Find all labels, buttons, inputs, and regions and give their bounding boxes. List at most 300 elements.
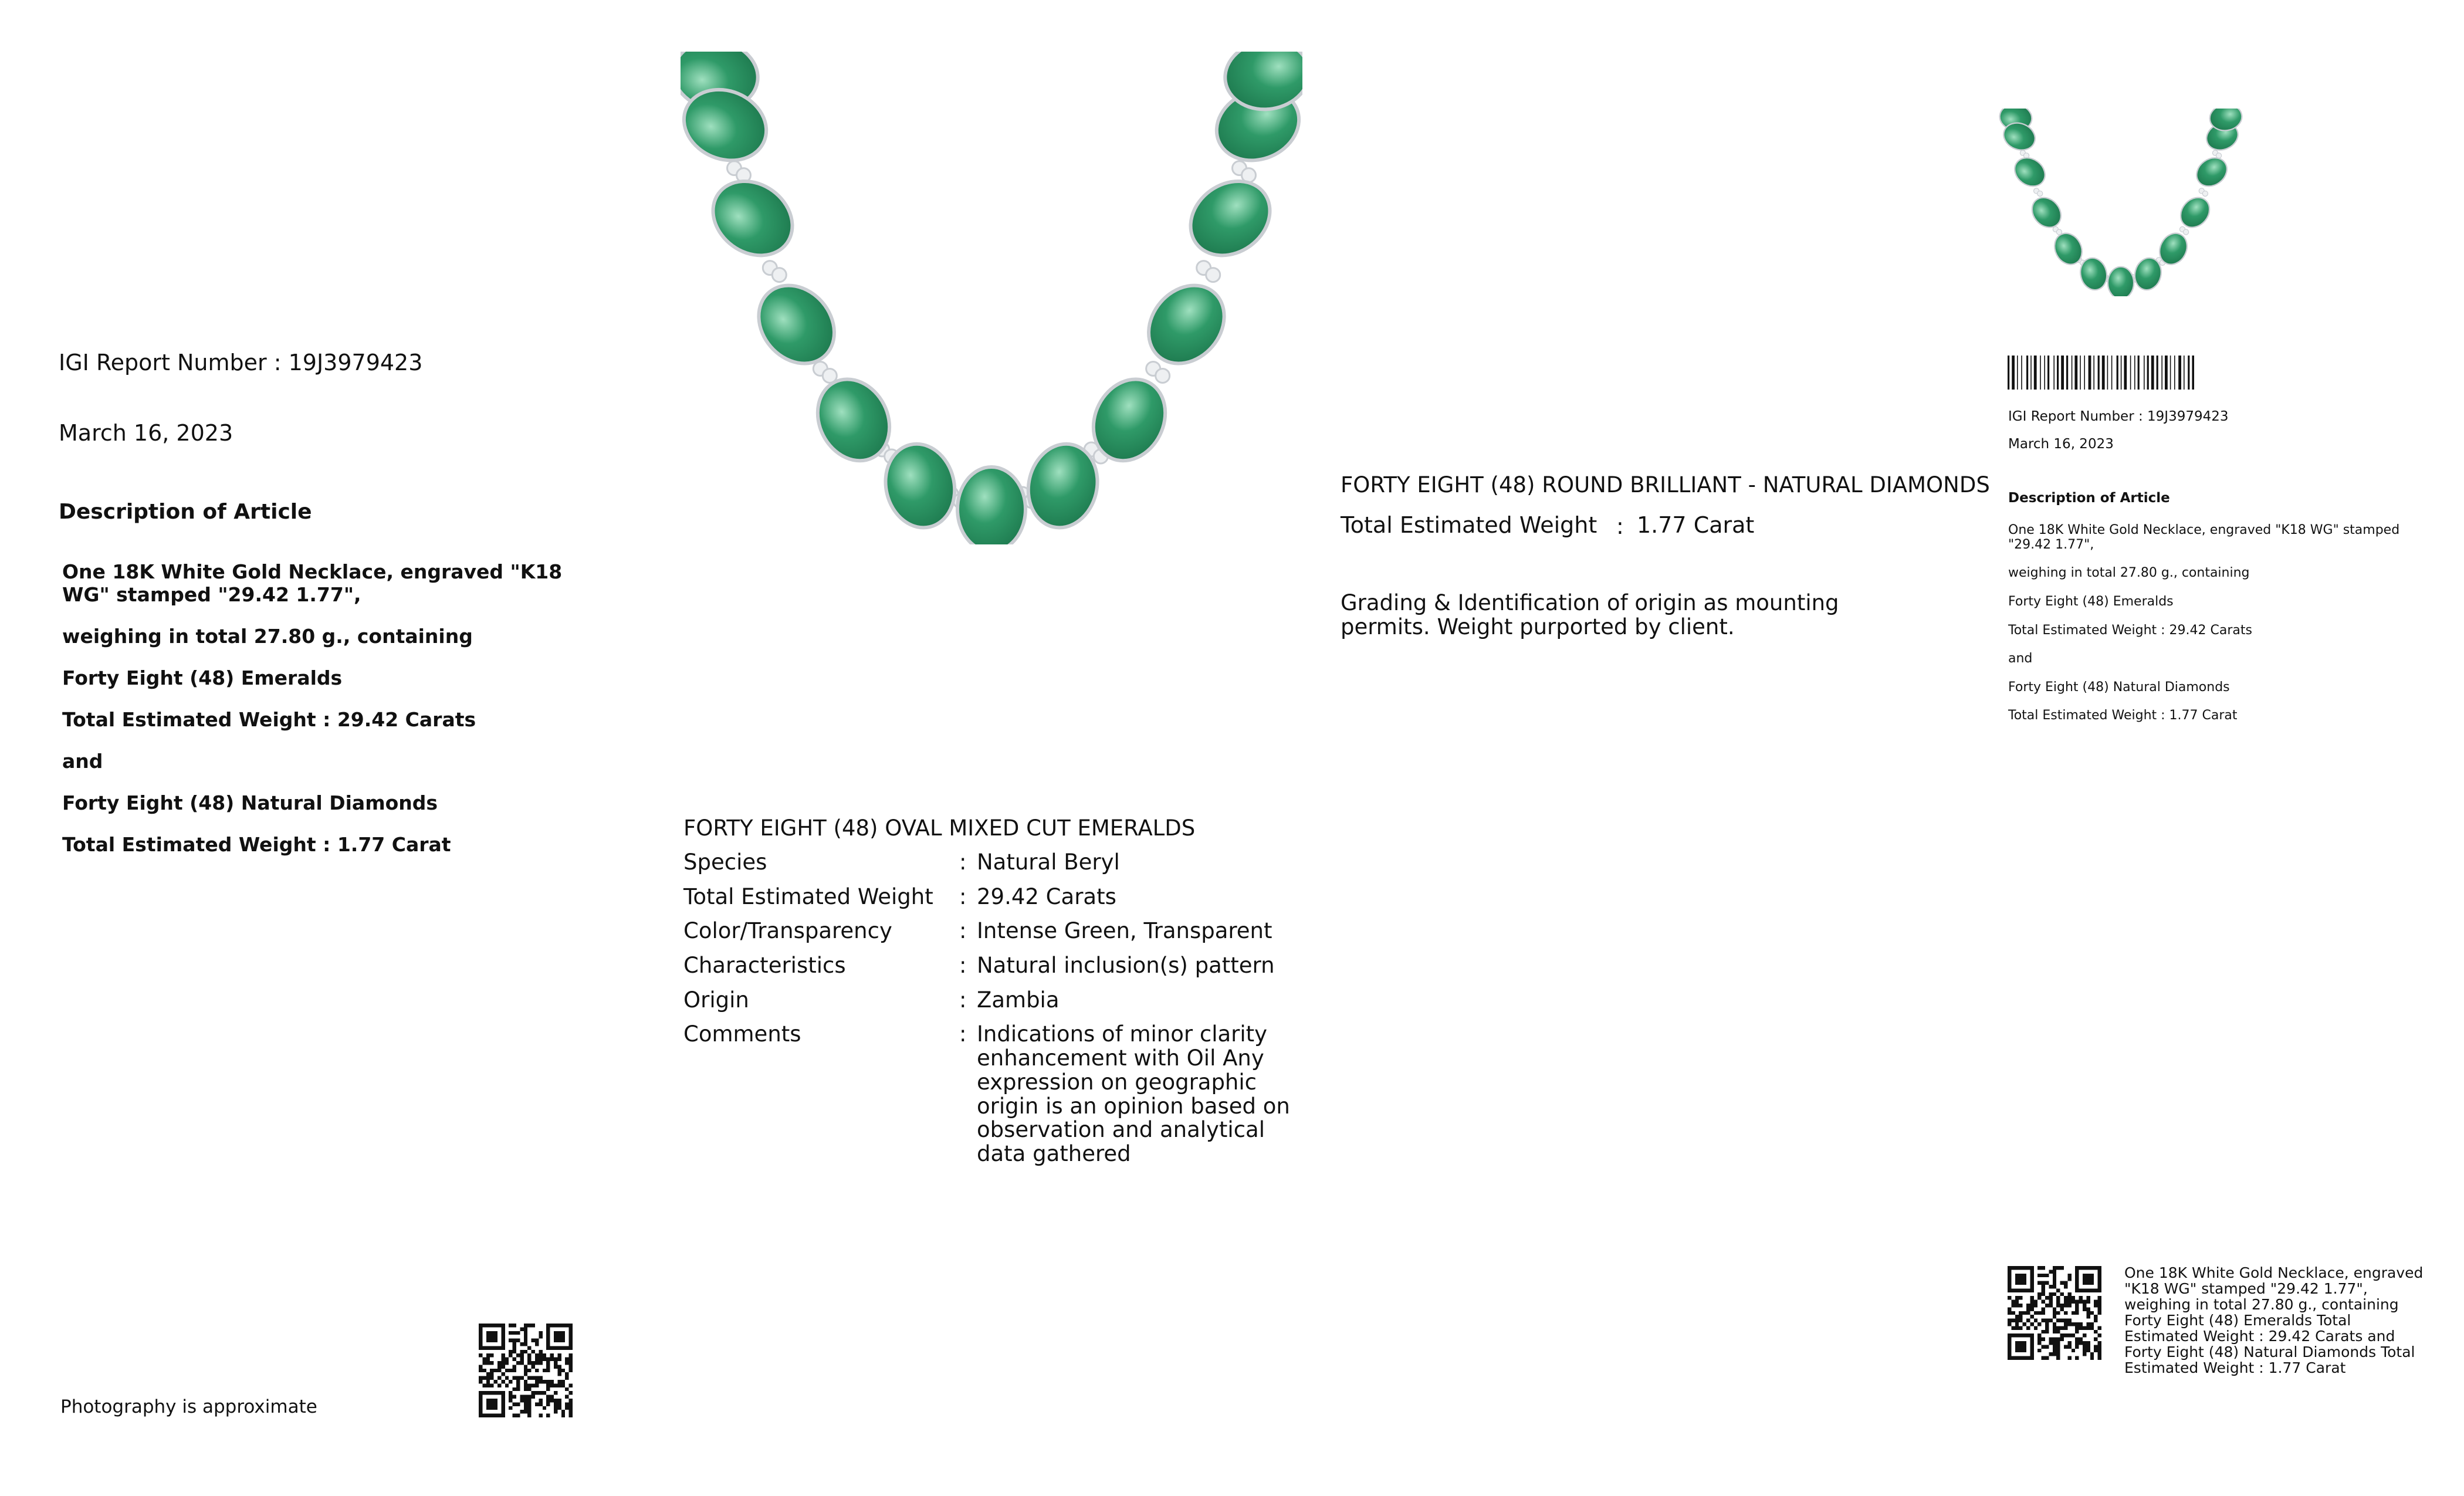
qr-module (2015, 1274, 2026, 1285)
qr-module (2008, 1307, 2011, 1311)
qr-module (2060, 1266, 2064, 1270)
qr-module (2026, 1319, 2030, 1322)
qr-module (2030, 1300, 2033, 1304)
qr-module (479, 1353, 482, 1357)
qr-module (2045, 1326, 2049, 1329)
qr-module (2083, 1341, 2086, 1345)
qr-module (497, 1383, 501, 1387)
qr-module (561, 1380, 565, 1383)
qr-module (2075, 1322, 2079, 1326)
qr-module (2064, 1322, 2067, 1326)
qr-module (2053, 1315, 2056, 1318)
qr-module (513, 1414, 516, 1417)
qr-module (565, 1395, 568, 1399)
qr-module (2056, 1300, 2060, 1304)
qr-module (2015, 1300, 2019, 1304)
diamond-stone (1156, 368, 1170, 383)
qr-module (2072, 1311, 2075, 1315)
card-report-number: IGI Report Number : 19J3979423 (2008, 409, 2229, 424)
qr-module (2019, 1319, 2022, 1322)
report-number: IGI Report Number : 19J3979423 (59, 350, 423, 375)
details-row (683, 1023, 1305, 1166)
qr-module (2053, 1338, 2056, 1341)
qr-module (2064, 1345, 2067, 1348)
barcode-bar (2053, 356, 2055, 390)
qr-module (2015, 1341, 2026, 1352)
qr-module (2056, 1338, 2060, 1341)
qr-module (2015, 1319, 2019, 1322)
qr-module (2026, 1326, 2030, 1329)
card-qr-note: One 18K White Gold Necklace, engraved "K18 WG" stamped "29.42 1.77", weighing in total 27.80 g., containing Forty Eight (48) Emeralds Total Estimated Weight : 29.42 Carats and Forty Eight (48) Natural Diamonds Total Estimated Weight : 1.77 Carat (2124, 1264, 2424, 1376)
qr-module (539, 1358, 542, 1361)
qr-module (2023, 1322, 2026, 1326)
qr-module (561, 1383, 565, 1387)
barcode-bar (2170, 356, 2171, 390)
barcode-bar (2178, 356, 2181, 390)
qr-module (2067, 1341, 2071, 1345)
qr-module (2053, 1281, 2056, 1285)
qr-module (546, 1387, 550, 1391)
qr-module (2037, 1341, 2041, 1345)
qr-module (2098, 1304, 2101, 1307)
diamonds-weight-label: Total Estimated Weight (1341, 512, 1597, 538)
emerald-stone (2026, 192, 2067, 233)
qr-module (527, 1358, 531, 1361)
qr-module (2042, 1288, 2045, 1292)
qr-module (2098, 1326, 2101, 1329)
qr-module (486, 1361, 490, 1365)
qr-module (516, 1353, 520, 1357)
qr-module (516, 1380, 520, 1383)
qr-module (2053, 1277, 2056, 1281)
card-description-line: One 18K White Gold Necklace, engraved "K18 WG" stamped "29.42 1.77", (2008, 523, 2400, 552)
qr-module (2060, 1292, 2064, 1296)
qr-code[interactable] (479, 1324, 573, 1417)
qr-module (509, 1331, 512, 1335)
qr-module (2045, 1356, 2049, 1360)
qr-module (2049, 1300, 2052, 1304)
qr-module (2094, 1315, 2097, 1318)
qr-module (482, 1383, 486, 1387)
qr-module (509, 1324, 512, 1327)
details-label: Color/Transparency (683, 918, 892, 944)
details-colon: : (959, 849, 967, 875)
qr-module (509, 1369, 512, 1372)
qr-module (516, 1402, 520, 1406)
qr-module (2008, 1296, 2011, 1299)
details-row (683, 954, 1305, 978)
qr-module (561, 1414, 565, 1417)
qr-module (561, 1369, 565, 1372)
qr-module (2049, 1304, 2052, 1307)
details-value: Indications of minor clarity enhancement with Oil Any expression on geographic origin is an opinion based on observation and analytical data gathered (977, 1021, 1290, 1166)
barcode-bar (2047, 356, 2049, 390)
qr-module (516, 1376, 520, 1380)
qr-module (524, 1372, 527, 1376)
barcode-bar (2017, 356, 2018, 390)
qr-module (2064, 1326, 2067, 1329)
qr-module (2053, 1330, 2056, 1333)
qr-module (2086, 1296, 2090, 1299)
qr-module (2086, 1341, 2090, 1345)
necklace-thumbnail (1998, 109, 2244, 296)
qr-module (535, 1380, 539, 1383)
qr-module (2067, 1319, 2071, 1322)
details-colon: : (959, 918, 967, 944)
qr-module (532, 1376, 535, 1380)
qr-module (2053, 1270, 2056, 1273)
qr-module (2042, 1281, 2045, 1285)
qr-module (2053, 1352, 2056, 1356)
qr-module (561, 1410, 565, 1413)
barcode-bar (2093, 356, 2094, 390)
qr-module (2098, 1307, 2101, 1311)
barcode-bar (2111, 356, 2113, 390)
qr-module (2083, 1349, 2086, 1352)
qr-module (539, 1399, 542, 1402)
qr-module (557, 1372, 561, 1376)
qr-module (527, 1353, 531, 1357)
description-line: Total Estimated Weight : 1.77 Carat (62, 832, 451, 856)
qr-module (2098, 1349, 2101, 1352)
qr-module (2053, 1326, 2056, 1329)
qr-module (494, 1369, 497, 1372)
qr-module (2042, 1345, 2045, 1348)
qr-module (2056, 1296, 2060, 1299)
qr-module (2053, 1274, 2056, 1277)
qr-module (539, 1353, 542, 1357)
description-line: weighing in total 27.80 g., containing (62, 624, 473, 648)
qr-module (2056, 1356, 2060, 1360)
qr-module (2045, 1322, 2049, 1326)
description-line: Forty Eight (48) Natural Diamonds (62, 791, 438, 814)
qr-module (2019, 1326, 2022, 1329)
qr-module (2075, 1300, 2079, 1304)
qr-module (546, 1402, 550, 1406)
qr-module (527, 1410, 531, 1413)
qr-module (524, 1410, 527, 1413)
qr-module (2064, 1333, 2067, 1337)
qr-module (2030, 1304, 2033, 1307)
card-qr-code[interactable] (2008, 1266, 2101, 1360)
qr-module (2037, 1311, 2041, 1315)
qr-module (2015, 1296, 2019, 1299)
qr-module (527, 1414, 531, 1417)
qr-module (2045, 1296, 2049, 1299)
qr-module (2042, 1311, 2045, 1315)
card-description-line: Forty Eight (48) Natural Diamonds (2008, 679, 2230, 695)
qr-module (501, 1361, 505, 1365)
qr-module (486, 1383, 490, 1387)
qr-module (490, 1369, 493, 1372)
qr-module (2023, 1311, 2026, 1315)
description-list (62, 561, 590, 875)
qr-module (539, 1391, 542, 1395)
qr-module (482, 1361, 486, 1365)
qr-module (2060, 1319, 2064, 1322)
qr-module (520, 1342, 523, 1346)
barcode-bar (2026, 356, 2028, 390)
qr-module (516, 1331, 520, 1335)
qr-module (2053, 1311, 2056, 1315)
qr-module (554, 1391, 557, 1395)
qr-module (2034, 1304, 2037, 1307)
barcode-bar (2134, 356, 2135, 390)
qr-module (2086, 1326, 2090, 1329)
qr-module (520, 1410, 523, 1413)
qr-module (479, 1369, 482, 1372)
qr-module (2086, 1300, 2090, 1304)
qr-module (565, 1372, 568, 1376)
qr-module (554, 1358, 557, 1361)
qr-module (2011, 1304, 2015, 1307)
qr-module (2083, 1352, 2086, 1356)
description-line: Forty Eight (48) Emeralds (62, 666, 343, 689)
qr-module (527, 1376, 531, 1380)
qr-module (532, 1383, 535, 1387)
qr-module (2060, 1338, 2064, 1341)
qr-module (2075, 1307, 2079, 1311)
qr-module (2037, 1333, 2041, 1337)
qr-module (2049, 1285, 2052, 1288)
qr-module (2064, 1285, 2067, 1288)
qr-module (2075, 1345, 2079, 1348)
qr-module (2072, 1333, 2075, 1337)
barcode-bar (2084, 356, 2085, 390)
barcode-bar (2008, 356, 2009, 390)
qr-module (569, 1402, 573, 1406)
qr-module (520, 1350, 523, 1353)
qr-module (2053, 1341, 2056, 1345)
qr-module (565, 1358, 568, 1361)
qr-module (2086, 1311, 2090, 1315)
qr-module (509, 1395, 512, 1399)
qr-module (2042, 1274, 2045, 1277)
card-description-line: Forty Eight (48) Emeralds (2008, 594, 2174, 609)
qr-module (482, 1358, 486, 1361)
qr-module (2008, 1311, 2011, 1315)
qr-module (2090, 1311, 2094, 1315)
qr-module (527, 1387, 531, 1391)
card-description-list (2008, 523, 2442, 737)
qr-module (2037, 1266, 2041, 1270)
qr-module (497, 1365, 501, 1368)
qr-module (2060, 1304, 2064, 1307)
qr-module (554, 1331, 565, 1342)
qr-module (2064, 1296, 2067, 1299)
qr-module (2067, 1274, 2071, 1277)
qr-module (486, 1358, 490, 1361)
qr-module (490, 1353, 493, 1357)
qr-module (513, 1369, 516, 1372)
qr-module (479, 1380, 482, 1383)
description-line: One 18K White Gold Necklace, engraved "K18 WG" stamped "29.42 1.77", (62, 560, 563, 606)
qr-module (2049, 1292, 2052, 1296)
diamond-stone (772, 268, 786, 282)
qr-module (520, 1327, 523, 1331)
qr-module (497, 1361, 501, 1365)
qr-module (2064, 1311, 2067, 1315)
grading-note: Grading & Identification of origin as mounting permits. Weight purported by client. (1341, 590, 1839, 639)
qr-module (2067, 1345, 2071, 1348)
barcode-bar (2030, 356, 2032, 390)
qr-module (2056, 1341, 2060, 1345)
qr-module (2019, 1296, 2022, 1299)
qr-module (516, 1383, 520, 1387)
details-row (683, 885, 1305, 909)
qr-module (2098, 1345, 2101, 1348)
qr-module (2079, 1326, 2083, 1329)
qr-module (2019, 1315, 2022, 1318)
details-label: Comments (683, 1021, 801, 1047)
qr-module (2060, 1326, 2064, 1329)
qr-module (2072, 1349, 2075, 1352)
qr-module (509, 1399, 512, 1402)
qr-module (490, 1361, 493, 1365)
barcode-bar (2184, 356, 2185, 390)
qr-module (513, 1331, 516, 1335)
qr-module (2075, 1330, 2079, 1333)
qr-module (2045, 1281, 2049, 1285)
qr-module (490, 1376, 493, 1380)
qr-module (2056, 1319, 2060, 1322)
qr-module (2042, 1307, 2045, 1311)
qr-module (2067, 1296, 2071, 1299)
barcode-bar (2161, 356, 2162, 390)
qr-module (557, 1358, 561, 1361)
qr-module (527, 1346, 531, 1349)
details-colon: : (959, 884, 967, 909)
qr-module (2098, 1341, 2101, 1345)
qr-module (2019, 1304, 2022, 1307)
qr-module (2045, 1274, 2049, 1277)
qr-module (2045, 1345, 2049, 1348)
qr-module (2060, 1307, 2064, 1311)
qr-module (2008, 1319, 2011, 1322)
qr-module (2053, 1266, 2056, 1270)
qr-module (520, 1376, 523, 1380)
qr-module (546, 1380, 550, 1383)
qr-module (479, 1365, 482, 1368)
qr-module (569, 1391, 573, 1395)
details-row (683, 989, 1305, 1013)
qr-module (2045, 1330, 2049, 1333)
qr-module (505, 1361, 509, 1365)
qr-module (524, 1335, 527, 1338)
qr-module (2037, 1274, 2041, 1277)
qr-module (524, 1380, 527, 1383)
qr-module (2056, 1326, 2060, 1329)
qr-module (497, 1369, 501, 1372)
qr-module (557, 1365, 561, 1368)
details-label: Species (683, 849, 767, 875)
qr-module (2060, 1333, 2064, 1337)
necklace-photo (681, 52, 1302, 544)
qr-module (2086, 1307, 2090, 1311)
description-line: and (62, 749, 103, 773)
qr-module (557, 1402, 561, 1406)
qr-module (2072, 1296, 2075, 1299)
qr-module (2037, 1349, 2041, 1352)
diamond-stone (1206, 268, 1220, 282)
description-line: Total Estimated Weight : 29.42 Carats (62, 708, 476, 731)
qr-module (539, 1376, 542, 1380)
qr-module (532, 1365, 535, 1368)
details-row (683, 919, 1305, 943)
qr-module (2056, 1330, 2060, 1333)
qr-module (2056, 1288, 2060, 1292)
qr-module (554, 1365, 557, 1368)
qr-module (557, 1383, 561, 1387)
qr-module (557, 1353, 561, 1357)
barcode-bar (2074, 356, 2077, 390)
qr-module (546, 1361, 550, 1365)
qr-module (524, 1399, 527, 1402)
qr-module (527, 1324, 531, 1327)
qr-module (554, 1406, 557, 1410)
qr-module (2090, 1352, 2094, 1356)
qr-module (2075, 1326, 2079, 1329)
qr-module (543, 1391, 546, 1395)
qr-module (550, 1395, 554, 1399)
qr-module (513, 1358, 516, 1361)
qr-module (482, 1369, 486, 1372)
diamond-stone (2184, 229, 2189, 235)
emerald-stone (2191, 152, 2232, 192)
report-date: March 16, 2023 (59, 420, 233, 446)
qr-module (535, 1353, 539, 1357)
qr-module (535, 1342, 539, 1346)
barcode-bar (2192, 356, 2194, 390)
details-value: 29.42 Carats (977, 884, 1116, 909)
photo-note: Photography is approximate (60, 1396, 317, 1417)
qr-module (565, 1376, 568, 1380)
qr-module (2037, 1322, 2041, 1326)
qr-module (513, 1342, 516, 1346)
barcode-bar (2040, 356, 2041, 390)
emerald-stone (2108, 267, 2134, 296)
qr-module (524, 1395, 527, 1399)
details-value: Zambia (977, 987, 1060, 1013)
qr-module (2094, 1304, 2097, 1307)
qr-module (2053, 1285, 2056, 1288)
qr-module (513, 1350, 516, 1353)
qr-module (513, 1324, 516, 1327)
barcode-bar (2157, 356, 2158, 390)
emerald-stone (699, 166, 807, 270)
barcode-bar (2144, 356, 2145, 390)
details-colon: : (959, 1021, 967, 1047)
barcode-bar (2165, 356, 2168, 390)
qr-module (527, 1399, 531, 1402)
qr-module (543, 1406, 546, 1410)
qr-module (532, 1395, 535, 1399)
qr-module (569, 1361, 573, 1365)
qr-module (546, 1395, 550, 1399)
qr-module (2083, 1345, 2086, 1348)
qr-module (2098, 1311, 2101, 1315)
diamonds-weight-colon: : (1616, 513, 1624, 539)
qr-module (2090, 1356, 2094, 1360)
qr-module (482, 1376, 486, 1380)
qr-module (2030, 1296, 2033, 1299)
qr-module (569, 1399, 573, 1402)
qr-module (501, 1380, 505, 1383)
qr-module (2034, 1311, 2037, 1315)
details-colon: : (959, 953, 967, 979)
qr-module (565, 1406, 568, 1410)
qr-module (554, 1410, 557, 1413)
